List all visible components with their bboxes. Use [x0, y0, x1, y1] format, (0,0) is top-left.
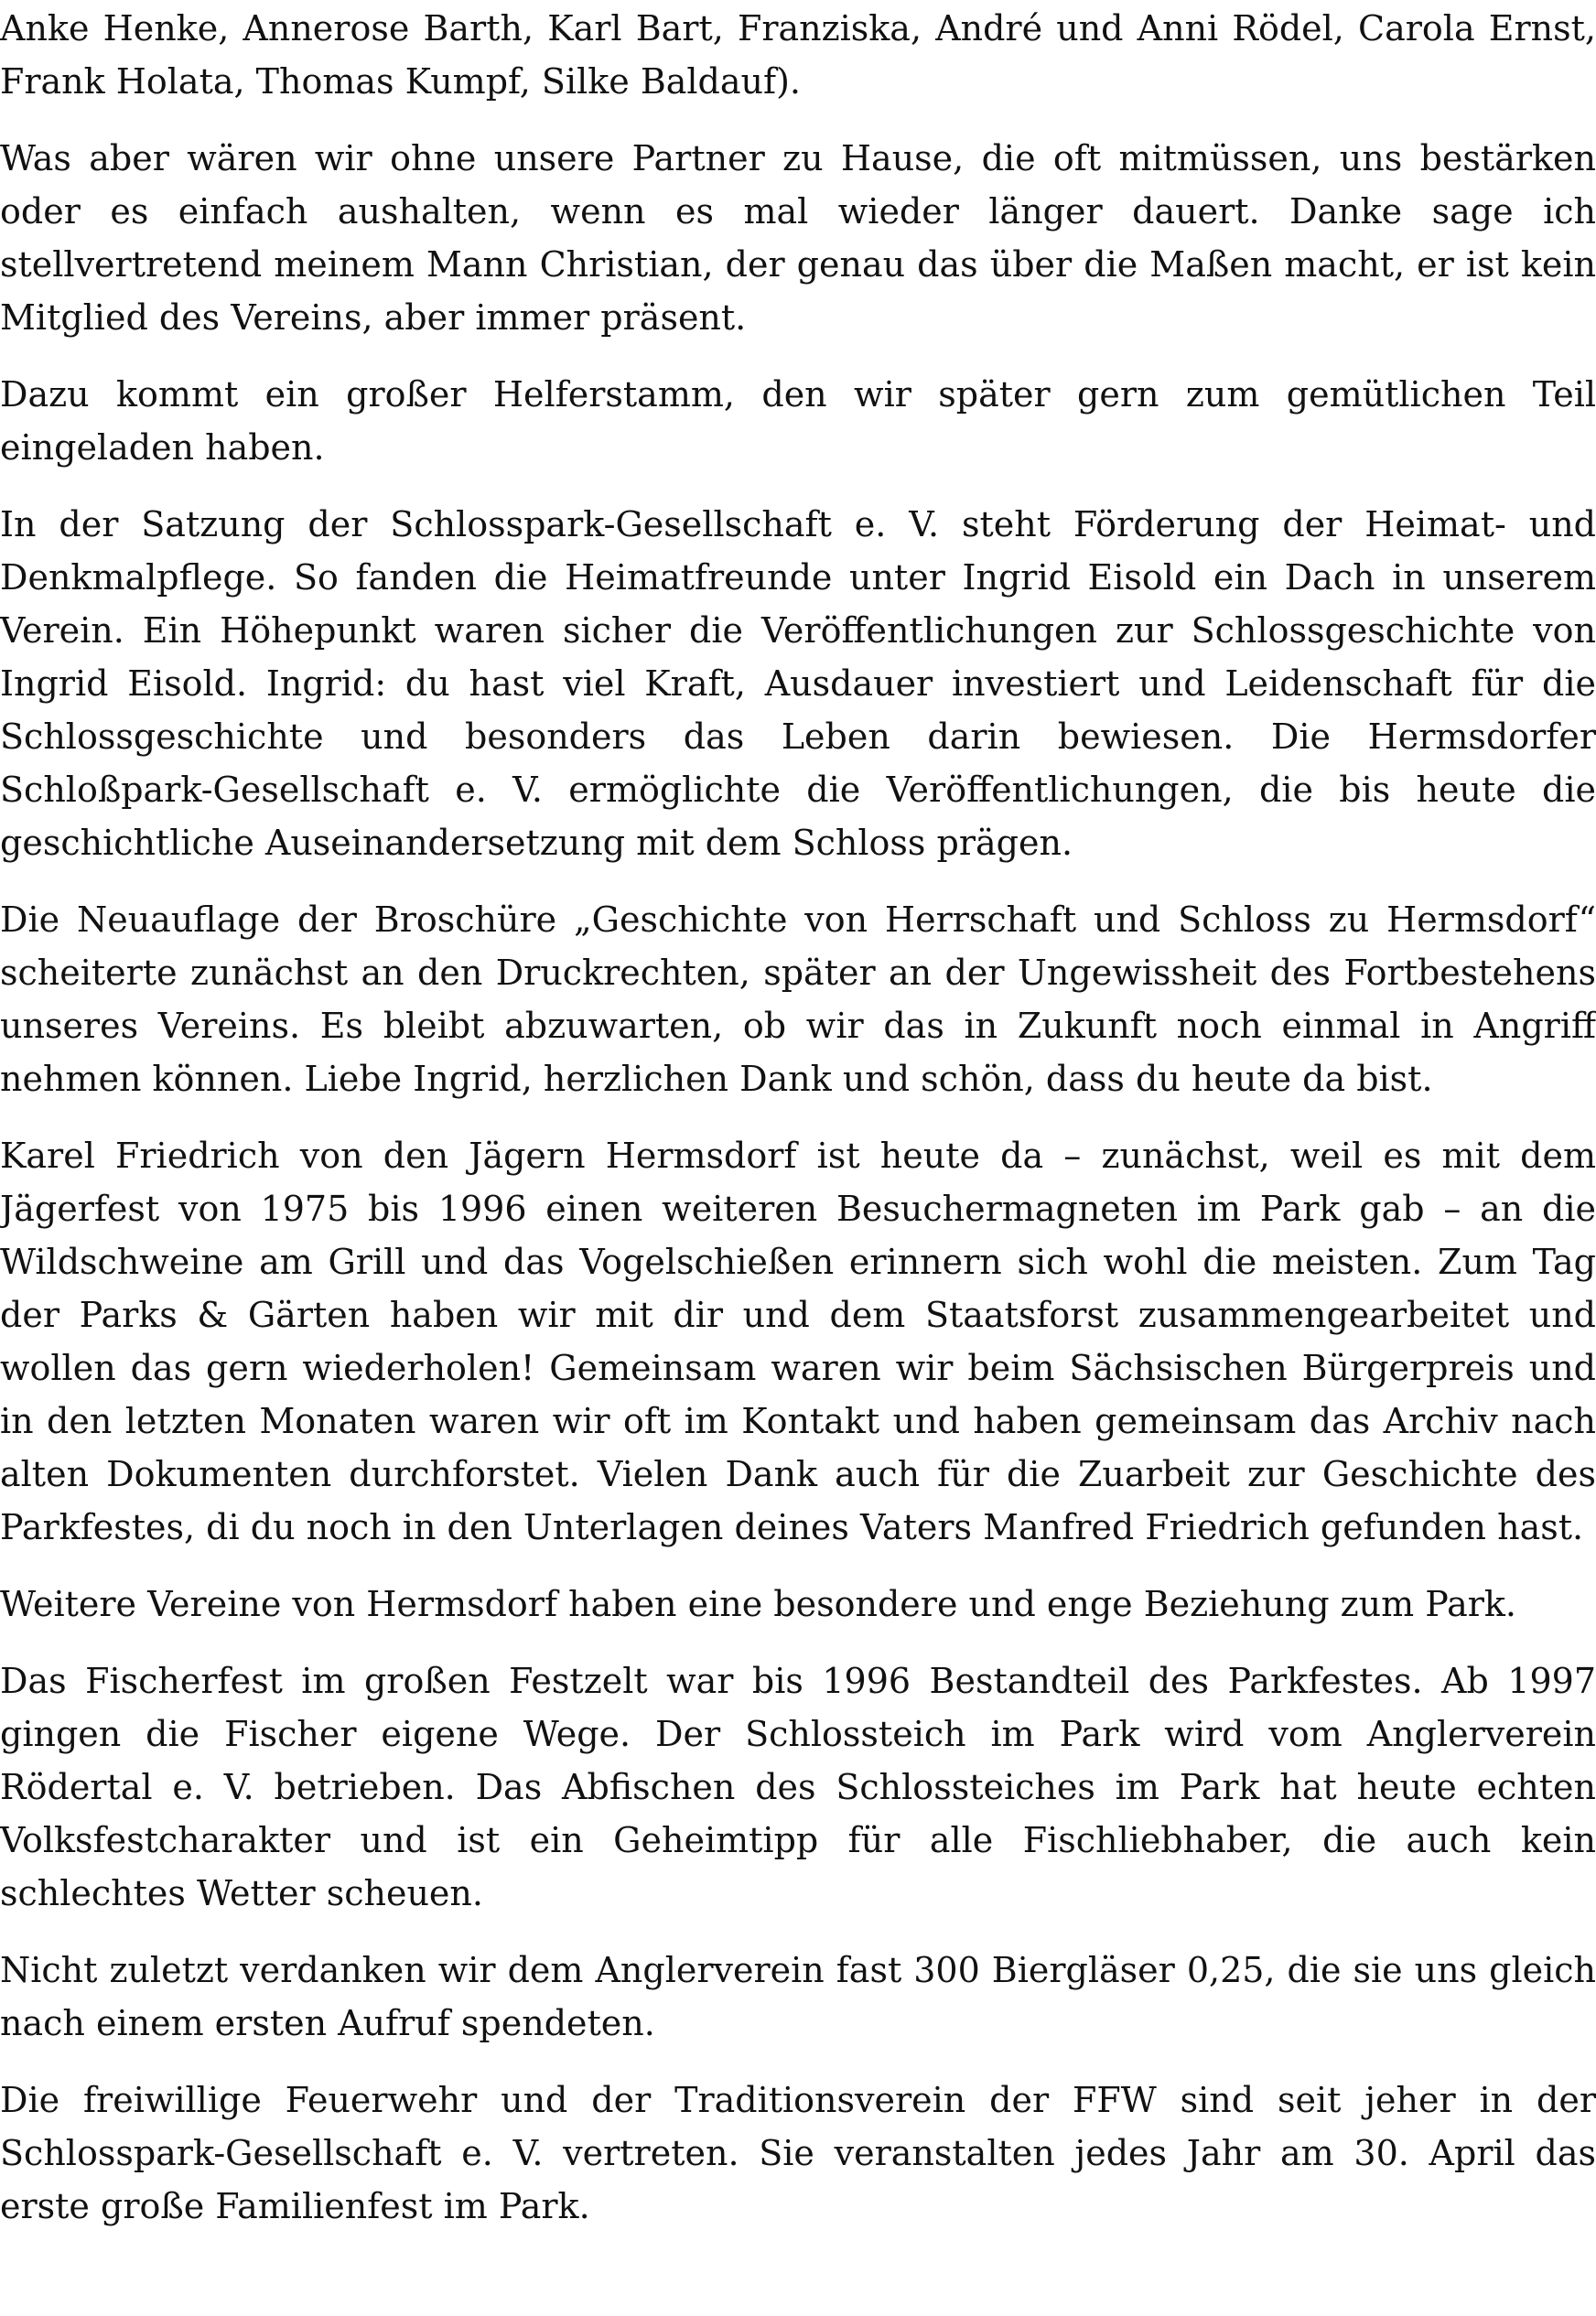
paragraph-helper-team: Dazu kommt ein großer Helferstamm, den wir später gern zum gemütlichen Teil eingeladen haben. [0, 374, 1596, 468]
paragraph-partners: Was aber wären wir ohne unsere Partner zu Hause, die oft mitmüssen, uns bestärken oder es einfach aushalten, wenn es mal wieder länger dauert. Danke sage ich stellvertretend meinem Mann Christian, der genau das über die Maßen macht, er ist kein Mitglied des Vereins, aber immer präsent. [0, 138, 1596, 338]
paragraph-helpers-list: Anke Henke, Annerose Barth, Karl Bart, Franziska, André und Anni Rödel, Carola Ernst, Frank Holata, Thomas Kumpf, Silke Baldauf). [0, 8, 1596, 102]
paragraph-statute-heritage: In der Satzung der Schlosspark-Gesellschaft e. V. steht Förderung der Heimat- und Denkmalpflege. So fanden die Heimatfreunde unter Ingrid Eisold ein Dach in unserem Verein. Ein Höhepunkt waren sicher die Veröffentlichungen zur Schlossgeschichte von Ingrid Eisold. Ingrid: du hast viel Kraft, Ausdauer investiert und Leidenschaft für die Schlossgeschichte und besonders das Leben darin bewiesen. Die Hermsdorfer Schloßpark-Gesellschaft e. V. ermöglichte die Veröffentlichungen, die bis heute die geschichtliche Auseinandersetzung mit dem Schloss prägen. [0, 504, 1596, 863]
paragraph-hunters: Karel Friedrich von den Jägern Hermsdorf ist heute da – zunächst, weil es mit dem Jägerfest von 1975 bis 1996 einen weiteren Besuchermagneten im Park gab – an die Wildschweine am Grill und das Vogelschießen erinnern sich wohl die meisten. Zum Tag der Parks & Gärten haben wir mit dir und dem Staatsforst zusammengearbeitet und wollen das gern wiederholen! Gemeinsam waren wir beim Sächsischen Bürgerpreis und in den letzten Monaten waren wir oft im Kontakt und haben gemeinsam das Archiv nach alten Dokumenten durchforstet. Vielen Dank auch für die Zuarbeit zur Geschichte des Parkfestes, di du noch in den Unterlagen deines Vaters Manfred Friedrich gefunden hast. [0, 1136, 1596, 1547]
paragraph-fisher-festival: Das Fischerfest im großen Festzelt war bis 1996 Bestandteil des Parkfestes. Ab 1997 gingen die Fischer eigene Wege. Der Schlossteich im Park wird vom Anglerverein Rödertal e. V. betrieben. Das Abfischen des Schlossteiches im Park hat heute echten Volksfestcharakter und ist ein Geheimtipp für alle Fischliebhaber, die auch kein schlechtes Wetter scheuen. [0, 1661, 1596, 1913]
paragraph-fire-brigade: Die freiwillige Feuerwehr und der Traditionsverein der FFW sind seit jeher in der Schlosspark-Gesellschaft e. V. vertreten. Sie veranstalten jedes Jahr am 30. April das erste große Familienfest im Park. [0, 2080, 1596, 2226]
paragraph-brochure: Die Neuauflage der Broschüre „Geschichte von Herrschaft und Schloss zu Hermsdorf“ scheiterte zunächst an den Druckrechten, später an der Ungewissheit des Fortbestehens unseres Vereins. Es bleibt abzuwarten, ob wir das in Zukunft noch einmal in Angriff nehmen können. Liebe Ingrid, herzlichen Dank und schön, dass du heute da bist. [0, 899, 1596, 1099]
paragraph-beer-glasses: Nicht zuletzt verdanken wir dem Anglerverein fast 300 Biergläser 0,25, die sie uns gleich nach einem ersten Aufruf spendeten. [0, 1950, 1596, 2043]
paragraph-other-clubs: Weitere Vereine von Hermsdorf haben eine besondere und enge Beziehung zum Park. [0, 1584, 1517, 1624]
